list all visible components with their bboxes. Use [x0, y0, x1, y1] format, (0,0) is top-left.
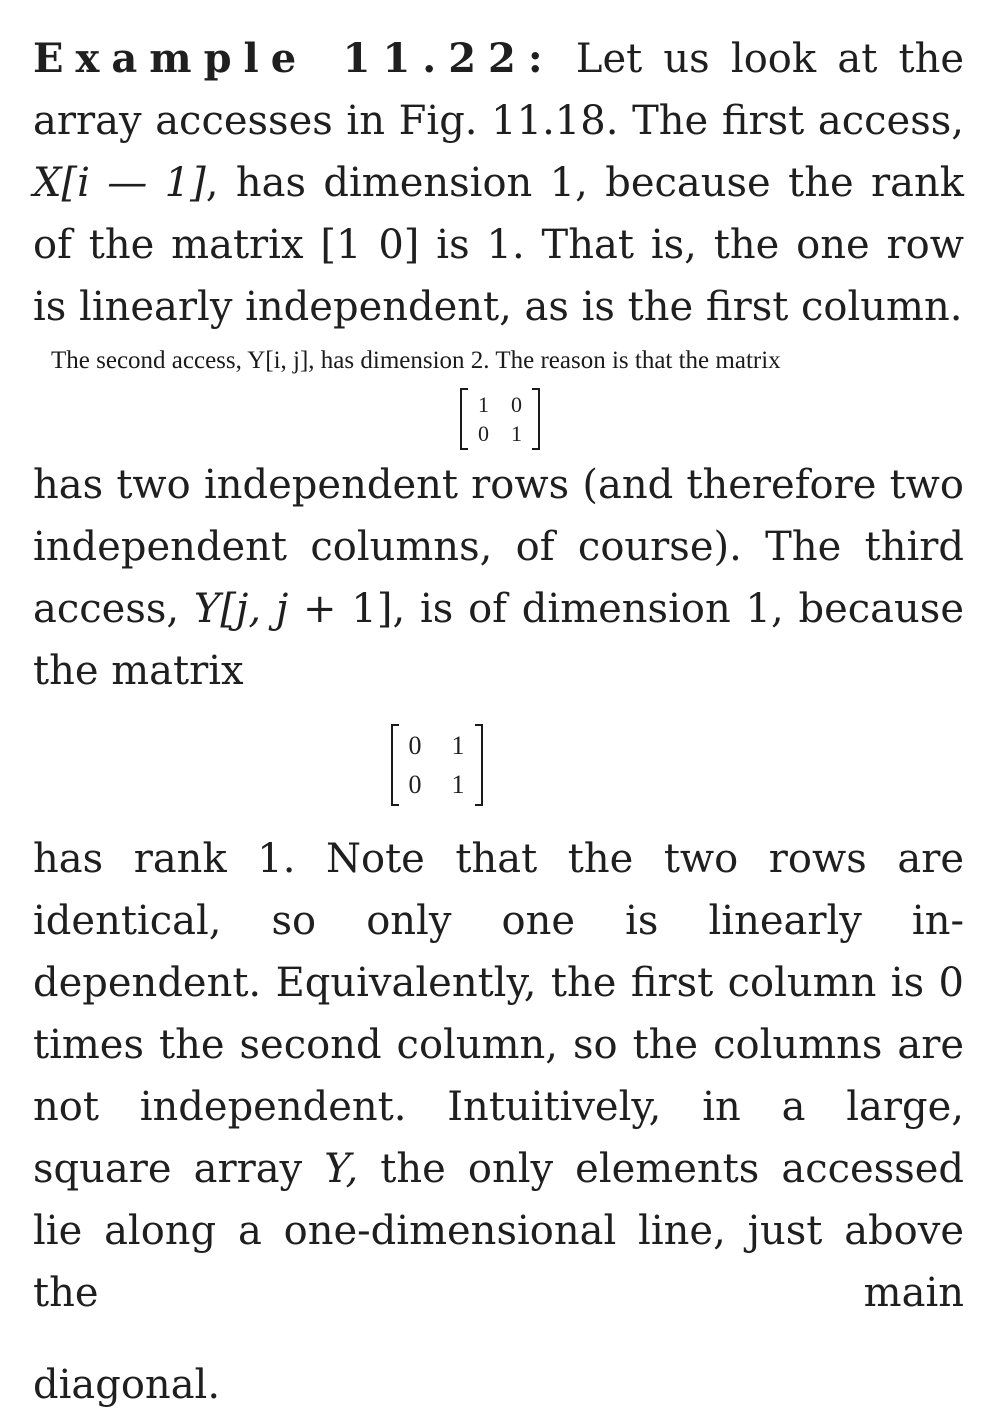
identity-matrix — [460, 388, 540, 450]
matrix-cell: 1 — [478, 392, 489, 417]
rank-paragraph — [33, 828, 964, 1324]
rank1-matrix-block — [33, 724, 964, 806]
matrix-cell: 0 — [408, 770, 422, 799]
left-bracket — [460, 388, 468, 450]
right-bracket — [532, 388, 540, 450]
third-access-paragraph — [33, 454, 964, 702]
paragraph3-text-b: the only elements accessed lie along a one-dimensional line, just above the main — [33, 1146, 965, 1316]
paragraph2-text-b: + 1], is of dimension 1, because the matrix — [33, 586, 964, 694]
third-access-expression: Y[j, j — [193, 586, 289, 632]
example-paragraph — [33, 28, 964, 338]
paragraph3-text-a: has rank 1. Note that the two rows are identical, so only one is linearly in-dependent. Equivalently, the first column is 0 times the second column, so the columns are not independent. Intuitively, in a large, square array — [33, 836, 964, 1192]
array-name: Y, — [324, 1146, 359, 1192]
example-sentence-rest: , has dimension 1, because the rank of the matrix [1 0] is 1. That is, the one row is linearly independent, as is the first column. — [33, 160, 964, 330]
document-page — [33, 28, 964, 1416]
matrix-cell: 1 — [511, 421, 522, 446]
matrix-cell: 1 — [451, 770, 465, 799]
matrix-cell: 0 — [478, 421, 489, 446]
paragraph2-text-a: has two independent rows (and therefore two independent columns, of course). The third access, — [33, 462, 964, 632]
matrix-grid — [468, 388, 532, 450]
matrix-grid — [399, 724, 475, 806]
example-label: Example 11.22: — [33, 35, 555, 82]
rank1-matrix — [391, 724, 483, 806]
second-access-scanned-line: The second access, Y[i, j], has dimension 2. The reason is that the matrix — [51, 347, 781, 374]
right-bracket — [475, 724, 483, 806]
matrix-cell: 0 — [408, 731, 422, 760]
matrix-cell: 1 — [451, 731, 465, 760]
matrix-cell: 0 — [511, 392, 522, 417]
left-bracket — [391, 724, 399, 806]
example-intro: Let us look at the array accesses in Fig. 11.18. The first access, — [33, 36, 965, 144]
identity-matrix-block — [33, 388, 964, 450]
tail-word: diagonal. — [33, 1362, 221, 1408]
first-access-expression: X[i — 1] — [33, 160, 206, 206]
